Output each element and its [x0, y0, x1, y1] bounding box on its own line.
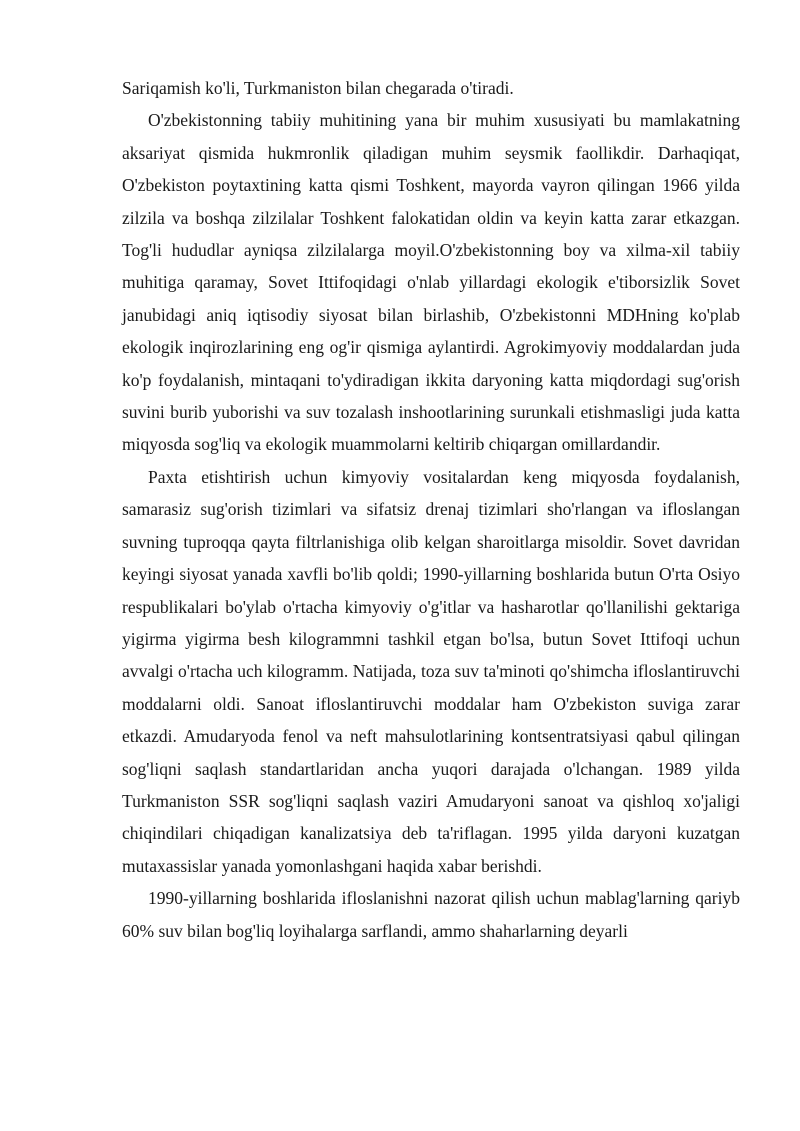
- paragraph-1: Sariqamish ko'li, Turkmaniston bilan chegarada o'tiradi.: [122, 78, 514, 98]
- paragraph-4: 1990-yillarning boshlarida ifloslanishni nazorat qilish uchun mablag'larning qariyb 60% suv bilan bog'liq loyihalarga sarflandi, ammo shaharlarning deyarli: [122, 888, 740, 941]
- paragraph-2: O'zbekistonning tabiiy muhitining yana bir muhim xususiyati bu mamlakatning aksariyat qismida hukmronlik qiladigan muhim seysmik faollikdir. Darhaqiqat, O'zbekiston poytaxtining katta qismi Toshkent, mayorda vayron qilingan 1966 yilda zilzila va boshqa zilzilalar Toshkent falokatidan oldin va keyin katta zarar etkazgan. Tog'li hududlar ayniqsa zilzilalarga moyil.O'zbekistonning boy va xilma-xil tabiiy muhitiga qaramay, Sovet Ittifoqidagi o'nlab yillardagi ekologik e'tiborsizlik Sovet janubidagi aniq iqtisodiy siyosat bilan birlashib, O'zbekistonni MDHning ko'plab ekologik inqirozlarining eng og'ir qismiga aylantirdi. Agrokimyoviy moddalardan juda ko'p foydalanish, mintaqani to'ydiradigan ikkita daryoning katta miqdordagi sug'orish suvini burib yuborishi va suv tozalash inshootlarining surunkali etishmasligi juda katta miqyosda sog'liq va ekologik muammolarni keltirib chiqargan omillardandir.: [122, 110, 740, 455]
- paragraph-3: Paxta etishtirish uchun kimyoviy vositalardan keng miqyosda foydalanish, samarasiz sug'orish tizimlari va sifatsiz drenaj tizimlari sho'rlangan va ifloslangan suvning tuproqqa qayta filtrlanishiga olib kelgan sharoitlarga misoldir. Sovet davridan keyingi siyosat yanada xavfli bo'lib qoldi; 1990-yillarning boshlarida butun O'rta Osiyo respublikalari bo'ylab o'rtacha kimyoviy o'g'itlar va hasharotlar qo'llanilishi gektariga yigirma yigirma besh kilogrammni tashkil etgan bo'lsa, butun Sovet Ittifoqi uchun avvalgi o'rtacha uch kilogramm. Natijada, toza suv ta'minoti qo'shimcha ifloslantiruvchi moddalarni oldi. Sanoat ifloslantiruvchi moddalar ham O'zbekiston suviga zarar etkazdi. Amudaryoda fenol va neft mahsulotlarining kontsentratsiyasi qabul qilingan sog'liqni saqlash standartlaridan ancha yuqori darajada o'lchangan. 1989 yilda Turkmaniston SSR sog'liqni saqlash vaziri Amudaryoni sanoat va qishloq xo'jaligi chiqindilari chiqadigan kanalizatsiya deb ta'riflagan. 1995 yilda daryoni kuzatgan mutaxassislar yanada yomonlashgani haqida xabar berishdi.: [122, 466, 740, 876]
